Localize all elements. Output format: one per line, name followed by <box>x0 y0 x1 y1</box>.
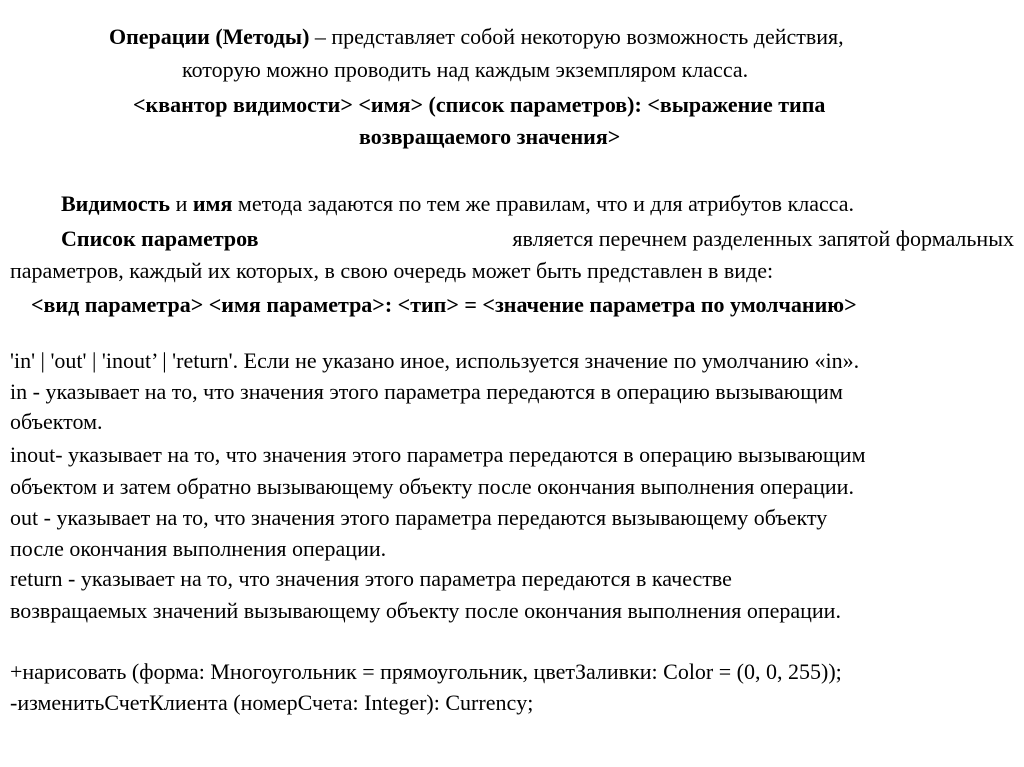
param-return-line-2: возвращаемых значений вызывающему объекту после окончания выполнения операции. <box>10 598 841 623</box>
param-out-line-1: out - указывает на то, что значения этого параметра передаются вызывающему объекту <box>10 505 828 530</box>
param-in-line-1: in - указывает на то, что значения этого параметра передаются в операцию вызывающим <box>10 379 843 404</box>
param-kinds-line: 'in' | 'out' | 'inout’ | 'return'. Если не указано иное, используется значение по умолчанию «in». <box>10 348 860 373</box>
param-return-line-1: return - указывает на то, что значения этого параметра передаются в качестве <box>10 566 732 591</box>
example-draw-method: +нарисовать (форма: Многоугольник = прямоугольник, цветЗаливки: Color = (0, 0, 255)); <box>10 659 842 684</box>
param-out-line-2: после окончания выполнения операции. <box>10 536 387 561</box>
params-paragraph-line-1 <box>61 224 1014 254</box>
params-paragraph-line-2: параметров, каждый их которых, в свою очередь может быть представлен в виде: <box>10 258 774 283</box>
intro-line-2: которую можно проводить над каждым экземпляром класса. <box>182 57 749 82</box>
param-inout-line-1: inout- указывает на то, что значения этого параметра передаются в операцию вызывающим <box>10 442 866 467</box>
param-in-line-2: объектом. <box>10 409 103 434</box>
method-syntax-line-2: возвращаемого значения> <box>359 124 621 149</box>
method-syntax-line-1: <квантор видимости> <имя> (список параметров): <выражение типа <box>133 92 826 117</box>
intro-line-1 <box>109 22 844 52</box>
param-inout-line-2: объектом и затем обратно вызывающему объекту после окончания выполнения операции. <box>10 474 854 499</box>
name-term: имя <box>192 191 233 216</box>
params-rest-line-1: является перечнем разделенных запятой формальных <box>506 226 1014 251</box>
visibility-and: и <box>170 191 193 216</box>
param-syntax: <вид параметра> <имя параметра>: <тип> = <значение параметра по умолчанию> <box>31 292 857 317</box>
visibility-term: Видимость <box>61 191 171 216</box>
intro-term: Операции (Методы) <box>109 24 310 49</box>
example-change-account-method: -изменитьСчетКлиента (номерСчета: Integer): Currency; <box>10 690 534 715</box>
params-term: Список параметров <box>61 226 259 251</box>
visibility-paragraph <box>61 189 854 219</box>
intro-definition: – представляет собой некоторую возможность действия, <box>309 24 844 49</box>
visibility-rest: метода задаются по тем же правилам, что и для атрибутов класса. <box>232 191 855 216</box>
